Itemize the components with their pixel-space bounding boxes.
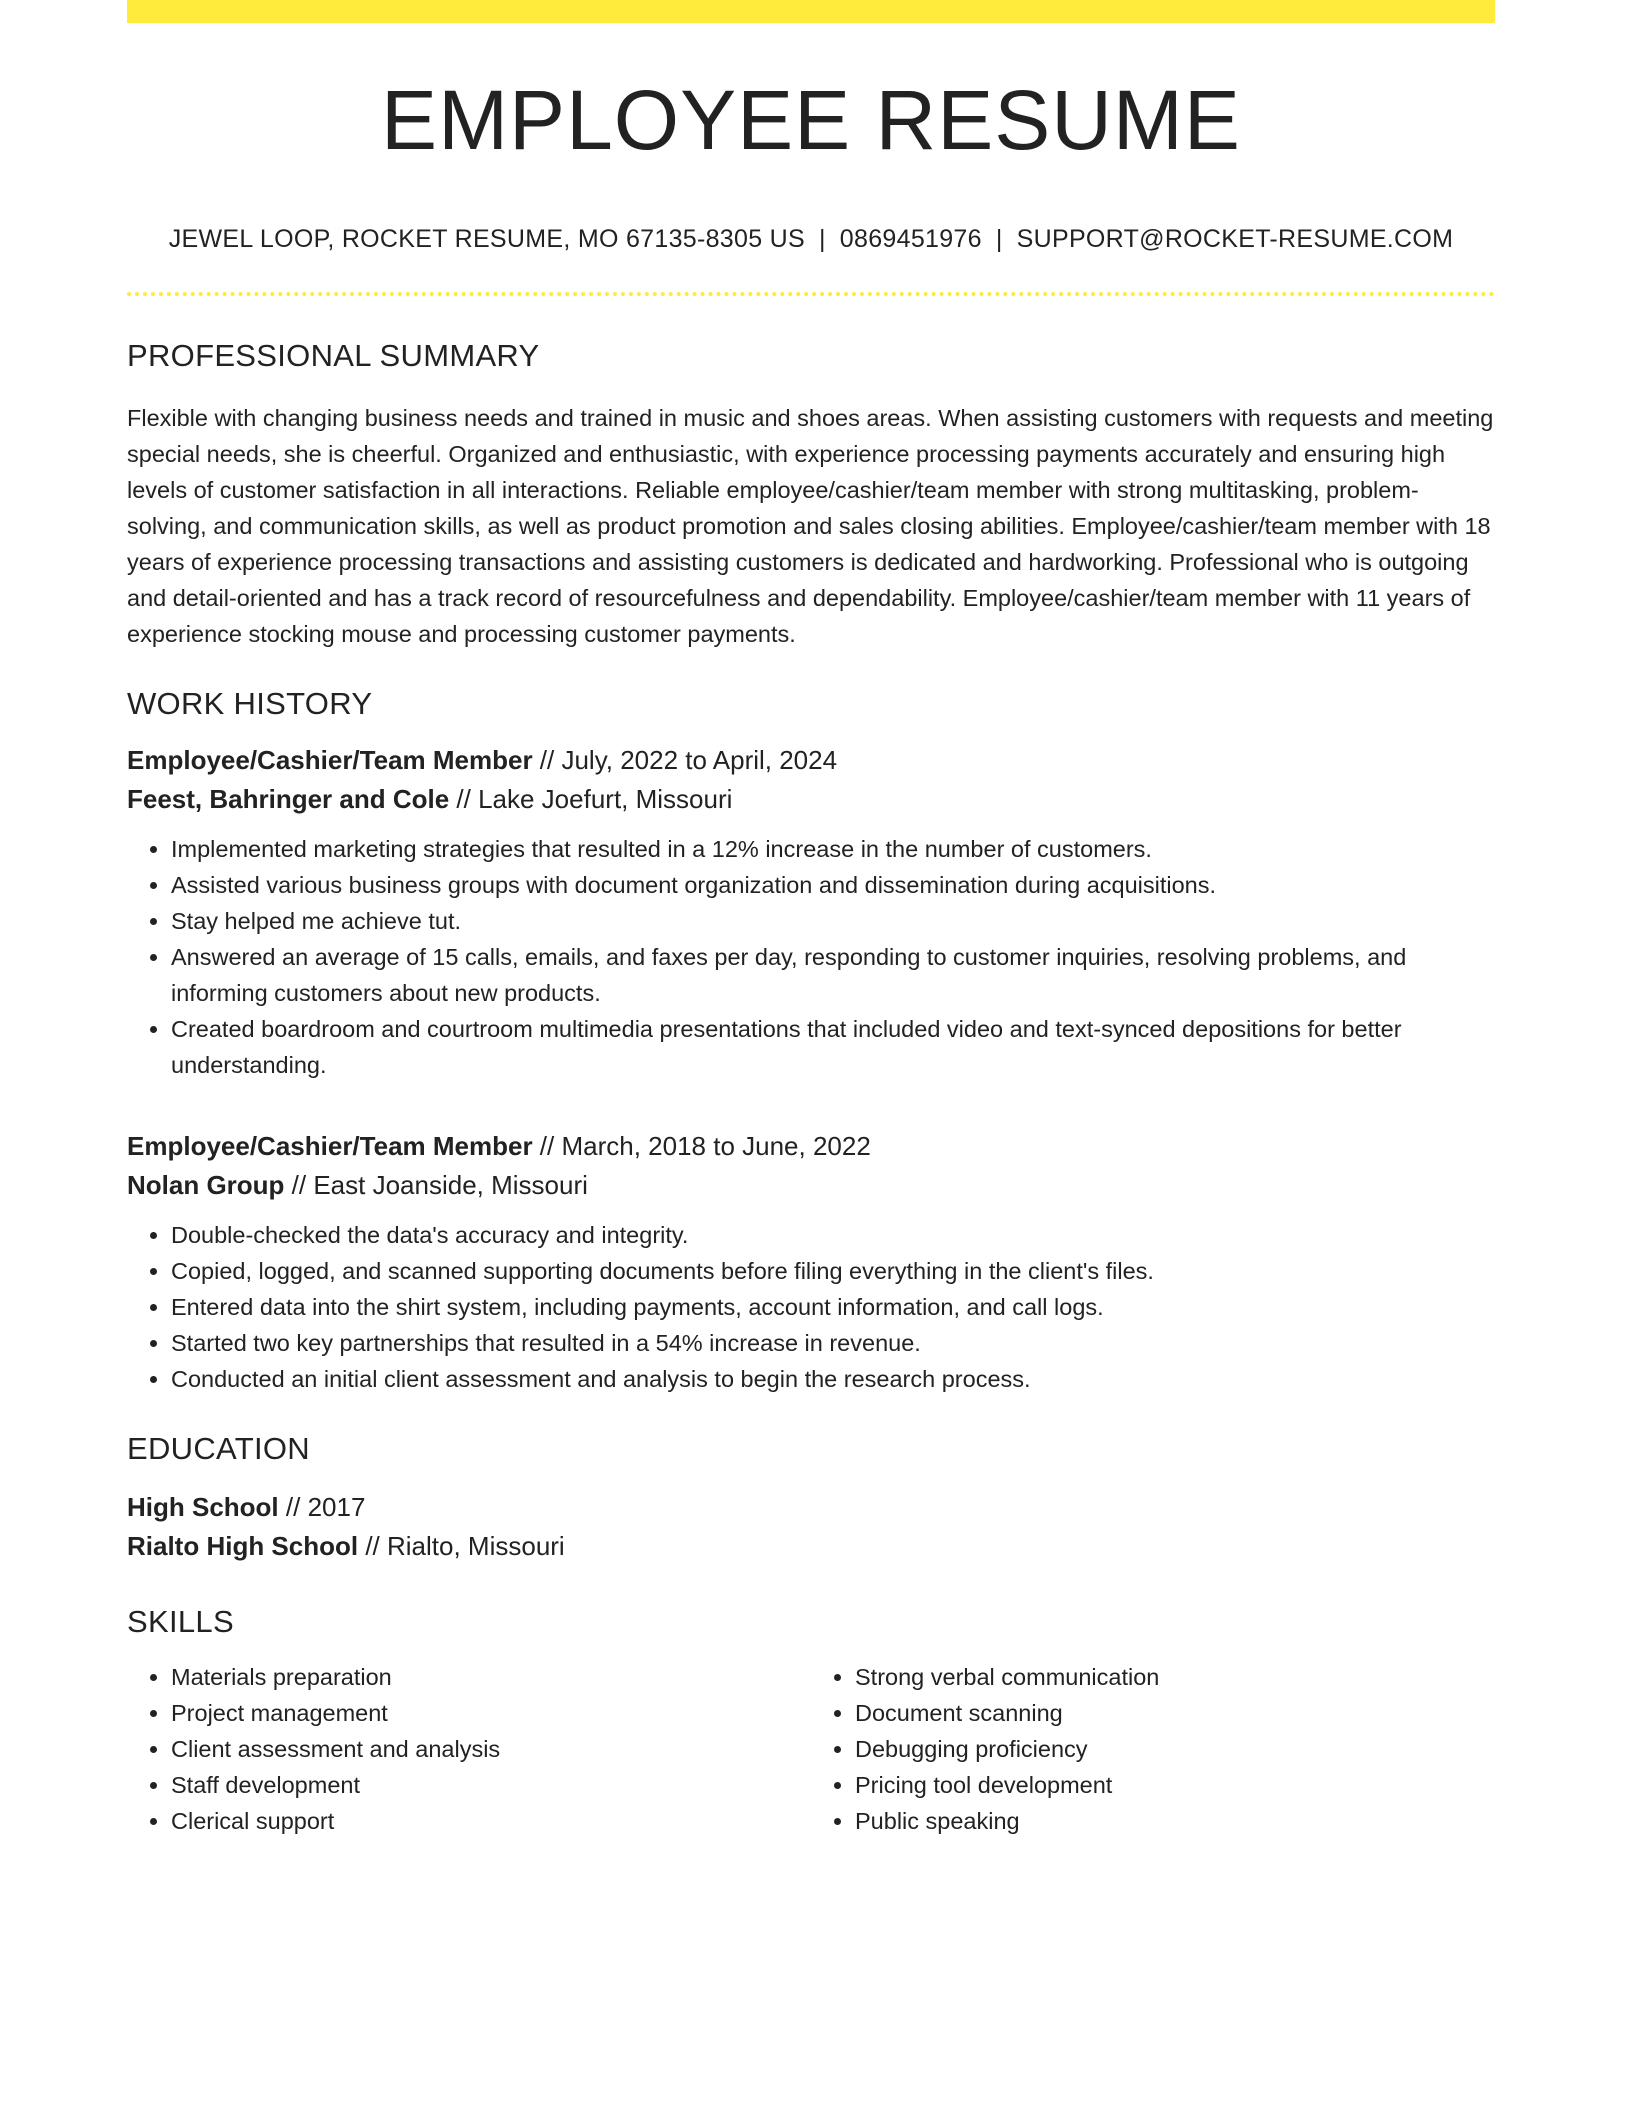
job-duties-list — [127, 831, 1495, 1083]
list-item: • Strong verbal communication — [855, 1659, 1495, 1695]
job-dates: // March, 2018 to June, 2022 — [532, 1131, 871, 1161]
job-entry — [127, 1127, 1495, 1397]
top-accent-bar — [127, 0, 1495, 23]
job-location: // Lake Joefurt, Missouri — [449, 784, 733, 814]
list-item: • Clerical support — [171, 1803, 811, 1839]
list-item: • Entered data into the shirt system, including payments, account information, and call logs. — [171, 1289, 1495, 1325]
job-entry — [127, 741, 1495, 1083]
list-item: • Copied, logged, and scanned supporting documents before filing everything in the client's files. — [171, 1253, 1495, 1289]
education-heading: EDUCATION — [127, 1431, 310, 1466]
education-year: // 2017 — [278, 1492, 366, 1522]
list-item: • Answered an average of 15 calls, emails, and faxes per day, responding to customer inquiries, resolving problems, and informing customers about new products. — [171, 939, 1495, 1011]
list-item: • Conducted an initial client assessment and analysis to begin the research process. — [171, 1361, 1495, 1397]
dotted-divider — [127, 292, 1495, 296]
education-degree: High School — [127, 1492, 279, 1522]
list-item: • Pricing tool development — [855, 1767, 1495, 1803]
contact-address: JEWEL LOOP, ROCKET RESUME, MO 67135-8305 US — [168, 225, 805, 253]
job-company: Nolan Group — [127, 1170, 285, 1200]
list-item: • Client assessment and analysis — [171, 1731, 811, 1767]
skills-heading: SKILLS — [127, 1604, 234, 1639]
list-item: • Project management — [171, 1695, 811, 1731]
job-company-line — [127, 1166, 1495, 1205]
resume-title: EMPLOYEE RESUME — [381, 73, 1241, 167]
list-item: • Started two key partnerships that resulted in a 54% increase in revenue. — [171, 1325, 1495, 1361]
contact-phone: 0869451976 — [839, 225, 982, 253]
job-title: Employee/Cashier/Team Member — [127, 745, 533, 775]
skills-list-right — [811, 1659, 1495, 1839]
education-location: // Rialto, Missouri — [358, 1531, 565, 1561]
list-item: • Stay helped me achieve tut. — [171, 903, 1495, 939]
job-title-line — [127, 741, 1495, 780]
job-company: Feest, Bahringer and Cole — [127, 784, 450, 814]
list-item: • Materials preparation — [171, 1659, 811, 1695]
education-degree-line — [127, 1488, 1495, 1527]
resume-page — [127, 0, 1495, 1839]
job-duties-list — [127, 1217, 1495, 1397]
job-title-line — [127, 1127, 1495, 1166]
list-item: • Double-checked the data's accuracy and integrity. — [171, 1217, 1495, 1253]
contact-line — [127, 225, 1495, 254]
job-dates: // July, 2022 to April, 2024 — [532, 745, 838, 775]
skills-columns — [127, 1659, 1495, 1839]
list-item: • Debugging proficiency — [855, 1731, 1495, 1767]
job-location: // East Joanside, Missouri — [284, 1170, 588, 1200]
list-item: • Staff development — [171, 1767, 811, 1803]
work-history-heading: WORK HISTORY — [127, 686, 373, 721]
list-item: • Public speaking — [855, 1803, 1495, 1839]
education-school-line — [127, 1527, 1495, 1566]
list-item: • Created boardroom and courtroom multimedia presentations that included video and text-synced depositions for better understanding. — [171, 1011, 1495, 1083]
contact-email: SUPPORT@ROCKET-RESUME.COM — [1016, 225, 1454, 253]
skills-list-left — [127, 1659, 811, 1839]
list-item: • Assisted various business groups with document organization and dissemination during acquisitions. — [171, 867, 1495, 903]
job-company-line — [127, 780, 1495, 819]
list-item: • Document scanning — [855, 1695, 1495, 1731]
contact-separator: | — [995, 225, 1003, 253]
job-title: Employee/Cashier/Team Member — [127, 1131, 533, 1161]
education-school: Rialto High School — [127, 1531, 359, 1561]
contact-separator: | — [819, 225, 826, 253]
education-entry — [127, 1488, 1495, 1566]
summary-heading: PROFESSIONAL SUMMARY — [127, 338, 540, 373]
summary-text: Flexible with changing business needs and trained in music and shoes areas. When assisting customers with requests and meeting special needs, she is cheerful. Organized and enthusiastic, with experience processing payments accurately and ensuring high levels of customer satisfaction in all interactions. Reliable employee/cashier/team member with strong multitasking, problem-solving, and communication skills, as well as product promotion and sales closing abilities. Employee/cashier/team member with 18 years of experience processing transactions and assisting customers is dedicated and hardworking. Professional who is outgoing and detail-oriented and has a track record of resourcefulness and dependability. Employee/cashier/team member with 11 years of experience stocking mouse and processing customer payments. — [127, 405, 1494, 647]
list-item: • Implemented marketing strategies that resulted in a 12% increase in the number of customers. — [171, 831, 1495, 867]
